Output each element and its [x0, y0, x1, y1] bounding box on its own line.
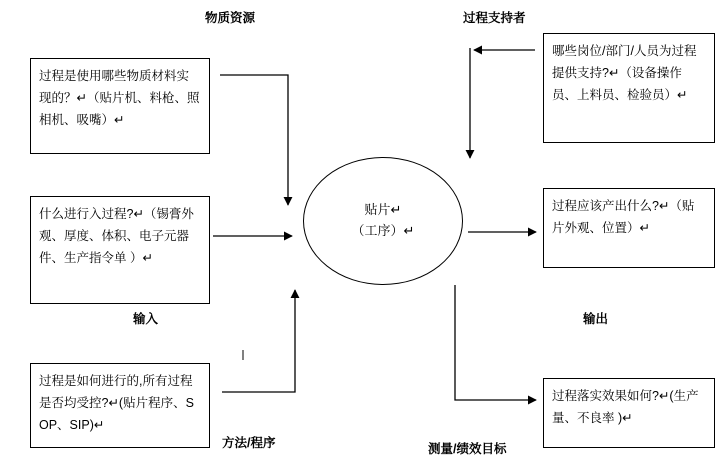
box-measure: 过程落实效果如何?↵(生产量、不良率 )↵ [543, 378, 715, 448]
box-method: 过程是如何进行的,所有过程是否均受控?↵(贴片程序、SOP、SIP)↵ [30, 363, 210, 448]
box-input: 什么进行入过程?↵（锡膏外观、厚度、体积、电子元器件、生产指令单 ）↵ [30, 196, 210, 304]
caption-material-resources: 物质资源 [205, 11, 256, 25]
process-name-line1: 贴片↵ [364, 202, 402, 218]
caption-method-procedure: 方法/程序 [222, 436, 276, 450]
process-ellipse [303, 157, 463, 285]
process-name-line2: （工序）↵ [351, 223, 415, 238]
caption-process-supporters: 过程支持者 [463, 11, 526, 25]
box-material-resources: 过程是使用哪些物质材料实现的？↵（贴片机、料枪、照相机、吸嘴）↵ [30, 58, 210, 154]
caption-input: 输入 [133, 312, 159, 326]
box-process-supporters: 哪些岗位/部门/人员为过程提供支持?↵（设备操作员、上料员、检验员）↵ [543, 33, 715, 143]
caption-output: 输出 [583, 312, 609, 326]
box-output: 过程应该产出什么?↵（贴片外观、位置）↵ [543, 188, 715, 268]
caption-measure-target: 测量/绩效目标 [428, 442, 507, 456]
